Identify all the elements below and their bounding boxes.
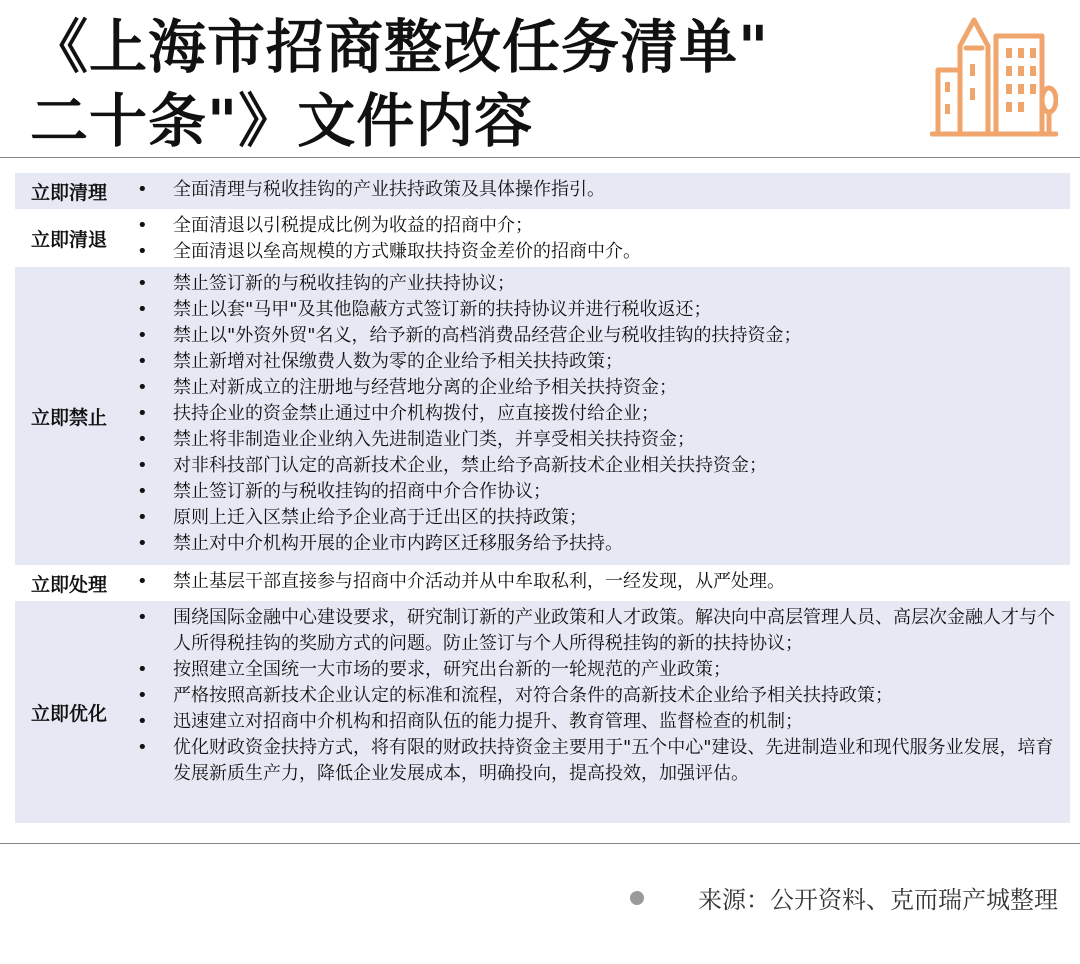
list-item: • 禁止对中介机构开展的企业市内跨区迁移服务给予扶持。 <box>137 533 623 554</box>
row-label: 立即清理 <box>31 181 108 204</box>
list-item: • 优化财政资金扶持方式，将有限的财政扶持资金主要用于"五个中心"建设、先进制造业和现代服务业发展，培育发展新质生产力，降低企业发展成本，明确投向，提高投效，加强评估。 <box>137 737 1054 784</box>
list-item: • 禁止基层干部直接参与招商中介活动并从中牟取私利，一经发现，从严处理。 <box>137 571 785 592</box>
row-label: 立即优化 <box>31 702 108 725</box>
list-item: • 围绕国际金融中心建设要求，研究制订新的产业政策和人才政策。解决向中高层管理人员、高层次金融人才与个人所得税挂钩的奖励方式的问题。防止签订与个人所得税挂钩的新的扶持协议； <box>137 607 1055 654</box>
table-row <box>15 601 1070 823</box>
list-item: • 全面清退以垒高规模的方式赚取扶持资金差价的招商中介。 <box>137 241 641 262</box>
row-label: 立即处理 <box>31 573 108 596</box>
list-item: • 对非科技部门认定的高新技术企业，禁止给予高新技术企业相关扶持资金； <box>137 455 767 476</box>
row-items <box>137 271 1062 557</box>
list-item: • 禁止对新成立的注册地与经营地分离的企业给予相关扶持资金； <box>137 377 677 398</box>
building-icon <box>930 14 1058 138</box>
list-item: • 全面清退以引税提成比例为收益的招商中介； <box>137 215 533 236</box>
row-items <box>137 213 1062 265</box>
source-text: 来源：公开资料、克而瑞产城整理 <box>698 886 1058 914</box>
row-label: 立即禁止 <box>31 406 108 429</box>
table-row <box>15 173 1070 209</box>
page-title-line-1: 《上海市招商整改任务清单" <box>30 13 770 81</box>
dot-icon <box>630 891 644 905</box>
table-row <box>15 209 1070 267</box>
list-item: • 禁止新增对社保缴费人数为零的企业给予相关扶持政策； <box>137 351 623 372</box>
list-item: • 按照建立全国统一大市场的要求，研究出台新的一轮规范的产业政策； <box>137 659 731 680</box>
list-item: • 原则上迁入区禁止给予企业高于迁出区的扶持政策； <box>137 507 587 528</box>
list-item: • 禁止以"外资外贸"名义，给予新的高档消费品经营企业与税收挂钩的扶持资金； <box>137 325 802 346</box>
table-row <box>15 267 1070 565</box>
list-item: • 禁止签订新的与税收挂钩的招商中介合作协议； <box>137 481 551 502</box>
list-item: • 禁止将非制造业企业纳入先进制造业门类，并享受相关扶持资金； <box>137 429 695 450</box>
source-note <box>630 880 1058 915</box>
bottom-divider <box>0 843 1080 844</box>
list-item: • 迅速建立对招商中介机构和招商队伍的能力提升、教育管理、监督检查的机制； <box>137 711 803 732</box>
list-item: • 禁止以套"马甲"及其他隐蔽方式签订新的扶持协议并进行税收返还； <box>137 299 712 320</box>
row-items <box>137 177 1062 203</box>
row-items <box>137 605 1062 787</box>
row-items <box>137 569 1062 595</box>
list-item: • 扶持企业的资金禁止通过中介机构拨付，应直接拨付给企业； <box>137 403 659 424</box>
list-item: • 禁止签订新的与税收挂钩的产业扶持协议； <box>137 273 515 294</box>
list-item: • 全面清理与税收挂钩的产业扶持政策及具体操作指引。 <box>137 179 605 200</box>
list-item: • 严格按照高新技术企业认定的标准和流程，对符合条件的高新技术企业给予相关扶持政策； <box>137 685 893 706</box>
table-row <box>15 565 1070 601</box>
row-label: 立即清退 <box>31 228 108 251</box>
top-divider <box>0 157 1080 158</box>
title-block <box>30 10 930 158</box>
page-title-line-2: 二十条"》文件内容 <box>30 87 534 155</box>
